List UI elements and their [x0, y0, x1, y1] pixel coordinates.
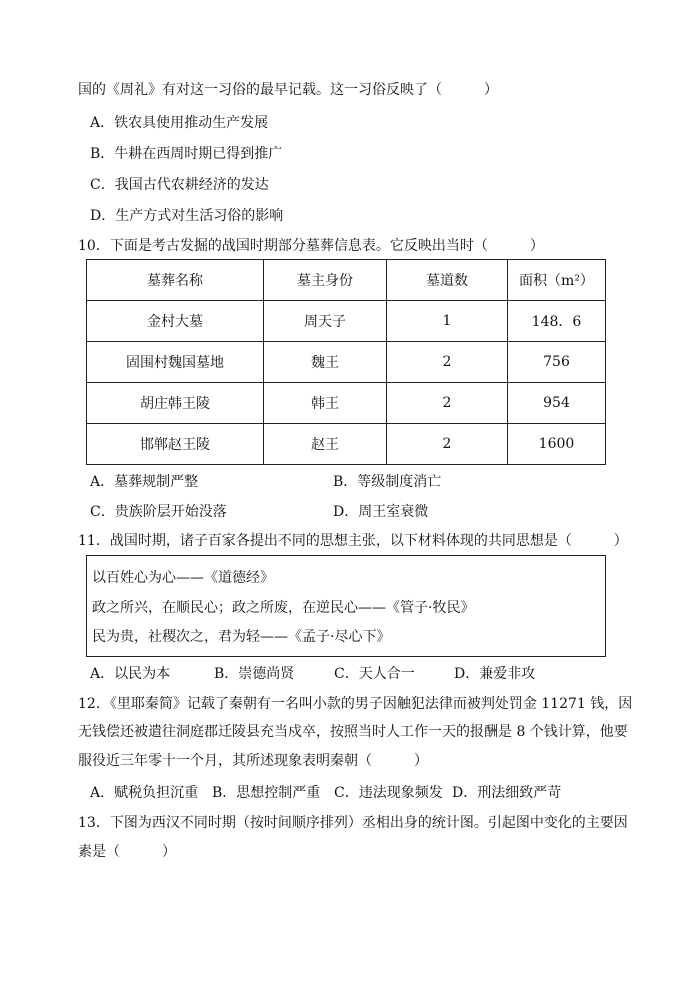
table-row: [87, 301, 606, 342]
table-row: [87, 424, 606, 465]
q12-stem-line: 12．《里耶秦简》记载了秦朝有一名叫小款的男子因触犯法律而被判处罚金 11271 钱，因: [78, 696, 633, 712]
table-cell: 邯郸赵王陵: [87, 424, 264, 465]
q11-option-a: A．以民为本: [90, 666, 171, 682]
table-header-cell: 墓主身份: [264, 260, 387, 301]
q11-option-b: B．崇德尚贤: [214, 666, 295, 682]
table-cell: 金村大墓: [87, 301, 264, 342]
tomb-info-table: [86, 259, 606, 465]
q12-option-a: A．赋税负担沉重: [90, 785, 199, 801]
table-cell: 韩王: [264, 383, 387, 424]
table-cell: 1: [387, 301, 508, 342]
q9-option-a: A．铁农具使用推动生产发展: [90, 115, 269, 131]
q13-stem-line: 13．下图为西汉不同时期（按时间顺序排列）丞相出身的统计图。引起图中变化的主要因: [78, 815, 628, 831]
q9-stem: 国的《周礼》有对这一习俗的最早记载。这一习俗反映了（ ）: [78, 82, 498, 98]
q12-option-d: D．刑法细致严苛: [452, 785, 562, 801]
table-cell: 周天子: [264, 301, 387, 342]
table-cell: 固围村魏国墓地: [87, 342, 264, 383]
q12-option-b: B．思想控制严重: [212, 785, 321, 801]
q12-stem-line: 服役近三年零十一个月，其所述现象表明秦朝（ ）: [78, 753, 428, 769]
q10-stem: 10．下面是考古发掘的战国时期部分墓葬信息表。它反映出当时（ ）: [78, 238, 544, 254]
q12-option-c: C．违法现象频发: [334, 785, 443, 801]
table-cell: 1600: [508, 424, 606, 465]
q9-option-c: C．我国古代农耕经济的发达: [90, 177, 269, 193]
quote-line: 民为贵，社稷次之，君为轻——《孟子·尽心下》: [92, 629, 391, 645]
table-row: [87, 342, 606, 383]
material-box: [86, 555, 606, 657]
q11-option-c: C．天人合一: [334, 666, 415, 682]
table-header-cell: 面积（m²）: [508, 260, 606, 301]
q9-option-d: D．生产方式对生活习俗的影响: [90, 208, 284, 224]
table-header-cell: 墓道数: [387, 260, 508, 301]
quote-line: 以百姓心为心——《道德经》: [92, 570, 274, 586]
table-cell: 赵王: [264, 424, 387, 465]
table-cell: 954: [508, 383, 606, 424]
table-cell: 2: [387, 424, 508, 465]
q13-stem-line: 素是（ ）: [78, 844, 176, 860]
q10-option-b: B．等级制度消亡: [333, 474, 442, 490]
table-cell: 魏王: [264, 342, 387, 383]
table-cell: 2: [387, 383, 508, 424]
table-cell: 2: [387, 342, 508, 383]
table-cell: 胡庄韩王陵: [87, 383, 264, 424]
q10-option-d: D．周王室衰微: [333, 504, 429, 520]
q11-option-d: D．兼爱非攻: [454, 666, 536, 682]
q10-option-c: C．贵族阶层开始没落: [90, 504, 227, 520]
q11-stem: 11．战国时期，诸子百家各提出不同的思想主张，以下材料体现的共同思想是（ ）: [78, 533, 628, 549]
q10-option-a: A．墓葬规制严整: [90, 474, 199, 490]
table-header-cell: 墓葬名称: [87, 260, 264, 301]
table-cell: 756: [508, 342, 606, 383]
table-cell: 148．6: [508, 301, 606, 342]
quote-line: 政之所兴，在顺民心；政之所废，在逆民心——《管子·牧民》: [92, 600, 475, 616]
table-row: [87, 383, 606, 424]
table-header-row: [87, 260, 606, 301]
q9-option-b: B．牛耕在西周时期已得到推广: [90, 146, 283, 162]
q12-stem-line: 无钱偿还被遣往洞庭郡迁陵县充当戍卒，按照当时人工作一天的报酬是 8 个钱计算，他要: [78, 724, 628, 740]
